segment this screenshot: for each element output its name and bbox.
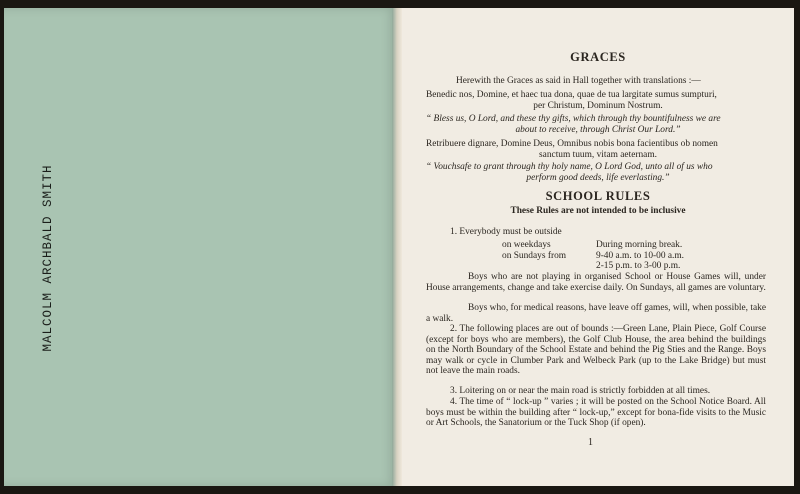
rule-1-paragraph-1: Boys who are not playing in organised School or House Games will, under House arrangements, change and take exercise daily. On Sundays, all games are voluntary. [426,272,766,293]
rule-2: 2. The following places are out of bounds :—Green Lane, Plain Piece, Golf Course (except for boys who are members), the Golf Club House, the area behind the buildings on the North Boundary of the School Estate and behind the Pig Sties and the Range. Boys may walk or cycle in Clumber Park and Welbeck Park (up to the Lake Bridge) but must not leave the main roads. [426,324,766,377]
schedule-when-column [502,240,566,272]
latin-grace-2-line-2: sanctum tuum, vitam aeternam. [539,150,657,160]
schedule-time: 9-40 a.m. to 10-00 a.m. [596,250,685,261]
rules-title: SCHOOL RULES [545,189,651,203]
latin-grace-1-line-2: per Christum, Dominum Nostrum. [533,101,663,111]
latin-grace-2-line-1: Retribuere dignare, Domine Deus, Omnibus nobis bona facientibus ob nomen [426,139,718,149]
schedule-time: 2-15 p.m. to 3-00 p.m. [596,261,681,272]
schedule-when: on Sundays from [502,250,567,261]
page-number: 1 [588,437,593,448]
book-spine [392,8,402,486]
latin-grace-1-line-1: Benedic nos, Domine, et haec tua dona, quae de tua largitate sumus sumpturi, [426,90,717,100]
rule-4: 4. The time of “ lock-up ” varies ; it will be posted on the School Notice Board. All boys must be within the building after “ lock-up,” except for bona-fide visits to the Music or Art Schools, the Sanatorium or the Tuck Shop (if open). [426,397,766,429]
rules-title-wrap [402,191,794,202]
rule-1-paragraph-2: Boys who, for medical reasons, have leave off games, will, when possible, take a walk. [426,303,766,324]
owner-name: MALCOLM ARCHBALD SMITH [41,164,55,352]
back-cover [4,8,396,486]
english-grace-1-line-2: about to receive, through Christ Our Lord.” [515,125,681,135]
english-grace-1-line-1: “ Bless us, O Lord, and these thy gifts, which through thy bountifulness we are [426,114,721,124]
rule-1-heading: 1. Everybody must be outside [450,227,562,237]
english-grace-2-line-1: “ Vouchsafe to grant through thy holy name, O Lord God, unto all of us who [426,162,713,172]
rule-3: 3. Loitering on or near the main road is strictly forbidden at all times. [450,386,711,396]
schedule-when [502,261,566,272]
page-one [402,8,794,486]
english-grace-2-line-2: perform good deeds, life everlasting.” [526,173,670,183]
schedule-time-column [596,240,684,272]
schedule-when: on weekdays [502,240,551,250]
graces-intro: Herewith the Graces as said in Hall together with translations :— [456,76,701,86]
rules-subtitle: These Rules are not intended to be inclusive [510,206,686,216]
schedule-time: During morning break. [596,240,683,250]
graces-title-wrap [402,52,794,63]
graces-title: GRACES [570,50,626,64]
